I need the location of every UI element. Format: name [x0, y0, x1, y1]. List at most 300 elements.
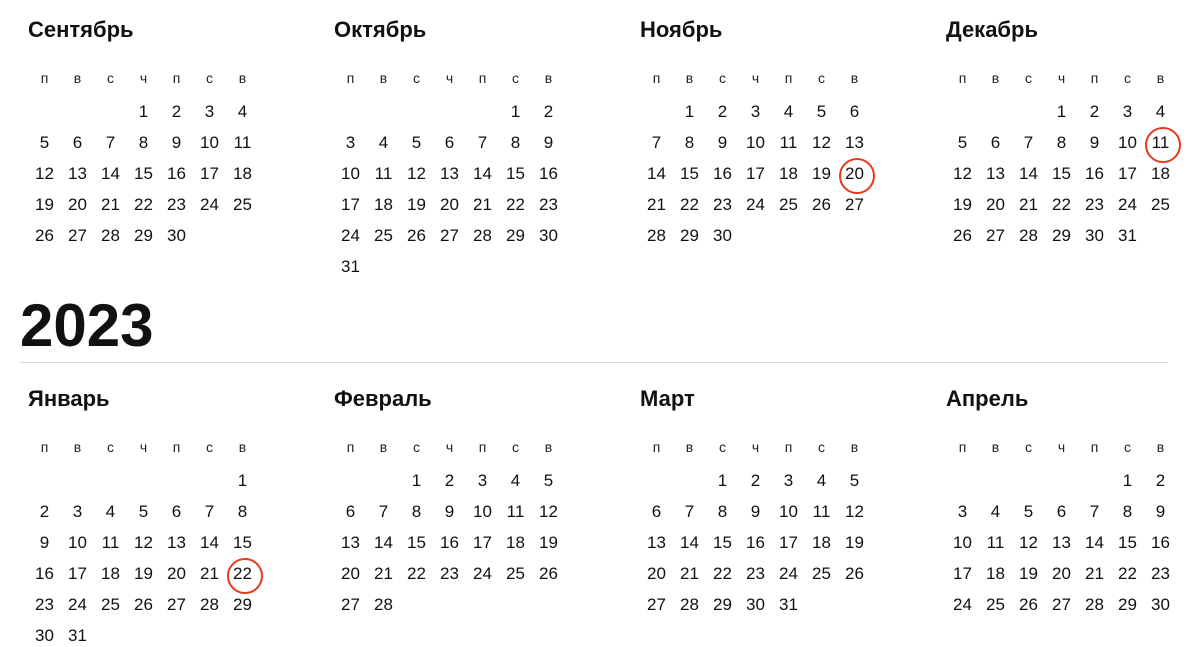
weekday-label: ч	[1057, 70, 1066, 86]
day-cell	[640, 527, 673, 558]
day-cell	[466, 158, 499, 189]
day-cell	[334, 158, 367, 189]
day-number: 14	[101, 164, 120, 183]
day-number: 3	[957, 502, 968, 521]
day-cell	[739, 127, 772, 158]
day-number: 7	[684, 502, 695, 521]
month-grid	[640, 434, 871, 620]
day-number: 26	[953, 226, 972, 245]
day-number: 24	[746, 195, 765, 214]
day-number: 5	[849, 471, 860, 490]
weekday-label: п	[1090, 439, 1099, 455]
day-number: 13	[986, 164, 1005, 183]
day-number: 2	[444, 471, 455, 490]
month-grid	[28, 434, 259, 647]
day-number: 17	[341, 195, 360, 214]
day-cell	[706, 220, 739, 251]
day-number: 11	[812, 502, 831, 521]
month-grid	[334, 65, 565, 282]
month-title: Апрель	[946, 386, 1029, 411]
day-cell	[1144, 527, 1177, 558]
day-cell	[1111, 96, 1144, 127]
day-cell	[499, 220, 532, 251]
day-number: 21	[1019, 195, 1038, 214]
weekday-label: в	[685, 439, 694, 455]
day-number: 21	[1085, 564, 1104, 583]
day-number: 1	[684, 102, 695, 121]
day-number: 12	[953, 164, 972, 183]
day-cell	[532, 189, 565, 220]
day-number: 11	[1151, 133, 1170, 152]
day-cell	[838, 189, 871, 220]
day-cell	[1012, 527, 1045, 558]
weekday-label: п	[958, 439, 967, 455]
day-cell	[1111, 189, 1144, 220]
day-number: 4	[783, 102, 794, 121]
day-cell	[1111, 527, 1144, 558]
day-cell	[466, 220, 499, 251]
day-cell	[127, 158, 160, 189]
day-number: 12	[35, 164, 54, 183]
month-grid	[946, 434, 1177, 620]
day-cell	[94, 527, 127, 558]
day-cell	[193, 158, 226, 189]
day-cell	[193, 127, 226, 158]
day-cell	[334, 527, 367, 558]
day-cell	[400, 158, 433, 189]
empty-cell	[979, 465, 1012, 496]
day-cell	[334, 220, 367, 251]
day-number: 24	[200, 195, 219, 214]
day-number: 14	[473, 164, 492, 183]
day-cell	[367, 158, 400, 189]
day-cell	[160, 496, 193, 527]
day-cell	[772, 496, 805, 527]
weekday-label: п	[172, 70, 181, 86]
day-number: 13	[1052, 533, 1071, 552]
day-cell	[1111, 127, 1144, 158]
day-number: 29	[680, 226, 699, 245]
weekday-label: в	[73, 439, 82, 455]
weekday-label: с	[818, 439, 825, 455]
weekday-label: в	[850, 439, 859, 455]
day-number: 15	[680, 164, 699, 183]
day-number: 30	[1085, 226, 1104, 245]
day-number: 13	[440, 164, 459, 183]
day-number: 19	[1019, 564, 1038, 583]
day-cell	[160, 189, 193, 220]
day-number: 21	[374, 564, 393, 583]
weekday-label: в	[850, 70, 859, 86]
weekday-label: с	[206, 439, 213, 455]
day-number: 1	[717, 471, 728, 490]
empty-cell	[1078, 465, 1111, 496]
day-cell	[127, 127, 160, 158]
day-number: 27	[341, 595, 360, 614]
day-cell	[334, 127, 367, 158]
day-number: 30	[35, 626, 54, 645]
day-cell	[61, 158, 94, 189]
day-cell	[400, 189, 433, 220]
year-heading: 2023	[20, 292, 154, 359]
day-number: 30	[1151, 595, 1170, 614]
day-cell	[772, 465, 805, 496]
day-number: 16	[539, 164, 558, 183]
day-number: 26	[845, 564, 864, 583]
empty-cell	[193, 465, 226, 496]
day-number: 28	[473, 226, 492, 245]
day-number: 26	[812, 195, 831, 214]
empty-cell	[334, 465, 367, 496]
weekday-label: с	[512, 439, 519, 455]
day-number: 6	[1056, 502, 1067, 521]
day-number: 10	[473, 502, 492, 521]
empty-cell	[946, 96, 979, 127]
day-cell	[226, 589, 259, 620]
day-number: 19	[407, 195, 426, 214]
weekday-label: в	[238, 70, 247, 86]
day-number: 27	[845, 195, 864, 214]
day-number: 31	[68, 626, 87, 645]
day-cell	[739, 465, 772, 496]
day-cell	[838, 127, 871, 158]
day-cell	[640, 589, 673, 620]
day-cell	[805, 158, 838, 189]
day-number: 23	[1085, 195, 1104, 214]
day-cell	[946, 127, 979, 158]
weekday-label: п	[172, 439, 181, 455]
day-number: 10	[746, 133, 765, 152]
day-cell	[673, 496, 706, 527]
day-number: 17	[746, 164, 765, 183]
day-number: 25	[506, 564, 525, 583]
day-cell	[1078, 127, 1111, 158]
day-cell	[838, 465, 871, 496]
day-number: 28	[647, 226, 666, 245]
day-number: 24	[473, 564, 492, 583]
day-number: 7	[477, 133, 488, 152]
day-cell	[28, 189, 61, 220]
day-cell	[226, 496, 259, 527]
day-number: 27	[986, 226, 1005, 245]
day-cell	[673, 220, 706, 251]
day-number: 17	[779, 533, 798, 552]
day-cell	[28, 620, 61, 647]
empty-cell	[946, 465, 979, 496]
day-cell	[334, 558, 367, 589]
day-cell	[61, 620, 94, 647]
day-cell	[466, 558, 499, 589]
day-number: 28	[200, 595, 219, 614]
day-number: 3	[783, 471, 794, 490]
day-number: 16	[440, 533, 459, 552]
day-number: 25	[1151, 195, 1170, 214]
weekday-label: п	[652, 439, 661, 455]
day-number: 27	[68, 226, 87, 245]
day-cell	[946, 589, 979, 620]
day-number: 7	[105, 133, 116, 152]
day-number: 23	[713, 195, 732, 214]
day-number: 2	[1155, 471, 1166, 490]
day-number: 3	[477, 471, 488, 490]
day-number: 7	[378, 502, 389, 521]
day-number: 23	[35, 595, 54, 614]
day-cell	[433, 527, 466, 558]
day-number: 27	[1052, 595, 1071, 614]
day-cell	[499, 127, 532, 158]
day-number: 25	[779, 195, 798, 214]
weekday-label: в	[379, 70, 388, 86]
day-number: 12	[1019, 533, 1038, 552]
weekday-label: с	[107, 439, 114, 455]
day-number: 18	[233, 164, 252, 183]
day-number: 18	[812, 533, 831, 552]
day-number: 6	[990, 133, 1001, 152]
day-number: 30	[713, 226, 732, 245]
day-cell	[1012, 496, 1045, 527]
weekday-label: в	[991, 439, 1000, 455]
day-cell	[532, 96, 565, 127]
day-cell	[805, 496, 838, 527]
weekday-label: в	[685, 70, 694, 86]
day-number: 26	[407, 226, 426, 245]
day-number: 22	[1052, 195, 1071, 214]
day-cell	[772, 558, 805, 589]
day-cell	[94, 589, 127, 620]
day-cell	[1045, 220, 1078, 251]
day-number: 15	[233, 533, 252, 552]
day-number: 25	[233, 195, 252, 214]
day-cell	[433, 127, 466, 158]
day-number: 8	[510, 133, 521, 152]
day-cell	[979, 127, 1012, 158]
marked-day-cell	[838, 158, 871, 189]
day-cell	[466, 465, 499, 496]
month-grid	[334, 434, 565, 620]
empty-cell	[400, 96, 433, 127]
weekday-label: п	[958, 70, 967, 86]
day-cell	[433, 158, 466, 189]
day-number: 5	[138, 502, 149, 521]
day-number: 2	[543, 102, 554, 121]
day-number: 2	[171, 102, 182, 121]
day-number: 28	[374, 595, 393, 614]
day-cell	[127, 220, 160, 251]
day-cell	[160, 589, 193, 620]
day-number: 2	[39, 502, 50, 521]
empty-cell	[127, 465, 160, 496]
empty-cell	[466, 96, 499, 127]
day-cell	[499, 158, 532, 189]
empty-cell	[61, 465, 94, 496]
day-cell	[127, 96, 160, 127]
day-cell	[979, 558, 1012, 589]
day-number: 10	[341, 164, 360, 183]
day-number: 16	[35, 564, 54, 583]
day-number: 13	[167, 533, 186, 552]
day-cell	[226, 127, 259, 158]
day-number: 10	[779, 502, 798, 521]
day-number: 21	[647, 195, 666, 214]
weekday-label: в	[544, 70, 553, 86]
day-cell	[367, 127, 400, 158]
weekday-label: ч	[139, 439, 148, 455]
day-number: 24	[953, 595, 972, 614]
day-number: 11	[506, 502, 525, 521]
day-cell	[673, 558, 706, 589]
day-number: 20	[440, 195, 459, 214]
day-cell	[61, 127, 94, 158]
day-number: 18	[374, 195, 393, 214]
day-cell	[94, 558, 127, 589]
day-cell	[1144, 589, 1177, 620]
day-cell	[61, 496, 94, 527]
day-cell	[400, 558, 433, 589]
day-number: 23	[539, 195, 558, 214]
day-cell	[1111, 496, 1144, 527]
day-cell	[400, 496, 433, 527]
day-number: 12	[812, 133, 831, 152]
day-number: 22	[713, 564, 732, 583]
day-cell	[946, 496, 979, 527]
day-cell	[640, 558, 673, 589]
day-cell	[127, 558, 160, 589]
day-cell	[193, 496, 226, 527]
day-number: 14	[647, 164, 666, 183]
day-cell	[640, 220, 673, 251]
day-number: 28	[1019, 226, 1038, 245]
day-cell	[160, 558, 193, 589]
day-cell	[160, 96, 193, 127]
weekday-label: п	[652, 70, 661, 86]
day-number: 6	[444, 133, 455, 152]
day-cell	[1078, 96, 1111, 127]
day-number: 25	[101, 595, 120, 614]
day-number: 26	[1019, 595, 1038, 614]
day-cell	[94, 189, 127, 220]
day-number: 21	[200, 564, 219, 583]
weekday-label: п	[40, 439, 49, 455]
empty-cell	[61, 96, 94, 127]
day-cell	[1078, 158, 1111, 189]
year-divider	[20, 362, 1168, 363]
day-number: 22	[134, 195, 153, 214]
day-number: 20	[986, 195, 1005, 214]
day-number: 27	[647, 595, 666, 614]
day-cell	[193, 558, 226, 589]
day-cell	[946, 527, 979, 558]
day-number: 21	[101, 195, 120, 214]
day-cell	[94, 496, 127, 527]
day-cell	[94, 127, 127, 158]
day-number: 17	[953, 564, 972, 583]
day-cell	[772, 589, 805, 620]
day-cell	[466, 189, 499, 220]
day-number: 3	[204, 102, 215, 121]
day-number: 11	[233, 133, 252, 152]
day-cell	[739, 589, 772, 620]
day-number: 10	[68, 533, 87, 552]
day-cell	[739, 527, 772, 558]
day-cell	[1045, 189, 1078, 220]
weekday-label: ч	[1057, 439, 1066, 455]
day-cell	[334, 496, 367, 527]
day-cell	[805, 96, 838, 127]
day-number: 14	[680, 533, 699, 552]
day-number: 18	[986, 564, 1005, 583]
day-number: 19	[539, 533, 558, 552]
day-number: 19	[953, 195, 972, 214]
day-cell	[706, 589, 739, 620]
day-number: 2	[1089, 102, 1100, 121]
weekday-label: в	[544, 439, 553, 455]
month-title: Февраль	[334, 386, 432, 411]
day-cell	[1111, 465, 1144, 496]
day-number: 29	[713, 595, 732, 614]
day-cell	[673, 589, 706, 620]
day-number: 14	[374, 533, 393, 552]
day-number: 28	[101, 226, 120, 245]
empty-cell	[1012, 465, 1045, 496]
day-number: 9	[444, 502, 455, 521]
day-cell	[367, 189, 400, 220]
day-number: 23	[167, 195, 186, 214]
month-title: Март	[640, 386, 695, 411]
day-cell	[1045, 589, 1078, 620]
day-cell	[433, 465, 466, 496]
day-cell	[805, 189, 838, 220]
day-number: 14	[1085, 533, 1104, 552]
day-cell	[28, 589, 61, 620]
day-cell	[739, 158, 772, 189]
day-number: 9	[717, 133, 728, 152]
day-number: 6	[651, 502, 662, 521]
day-cell	[1012, 558, 1045, 589]
day-cell	[94, 220, 127, 251]
day-number: 1	[510, 102, 521, 121]
day-number: 8	[1122, 502, 1133, 521]
day-cell	[1012, 589, 1045, 620]
day-number: 8	[237, 502, 248, 521]
day-number: 24	[341, 226, 360, 245]
day-cell	[532, 158, 565, 189]
day-cell	[466, 127, 499, 158]
day-cell	[433, 496, 466, 527]
day-number: 2	[750, 471, 761, 490]
day-cell	[706, 558, 739, 589]
day-cell	[640, 496, 673, 527]
day-number: 31	[779, 595, 798, 614]
day-number: 12	[134, 533, 153, 552]
day-number: 29	[1118, 595, 1137, 614]
day-number: 13	[68, 164, 87, 183]
day-cell	[334, 251, 367, 282]
day-cell	[193, 527, 226, 558]
day-number: 30	[167, 226, 186, 245]
day-cell	[499, 527, 532, 558]
day-number: 1	[1122, 471, 1133, 490]
day-cell	[673, 527, 706, 558]
day-number: 15	[1118, 533, 1137, 552]
weekday-label: с	[818, 70, 825, 86]
weekday-label: с	[1124, 70, 1131, 86]
day-cell	[1078, 189, 1111, 220]
day-number: 11	[986, 533, 1005, 552]
day-cell	[28, 158, 61, 189]
day-number: 20	[167, 564, 186, 583]
weekday-label: п	[346, 439, 355, 455]
day-number: 12	[845, 502, 864, 521]
